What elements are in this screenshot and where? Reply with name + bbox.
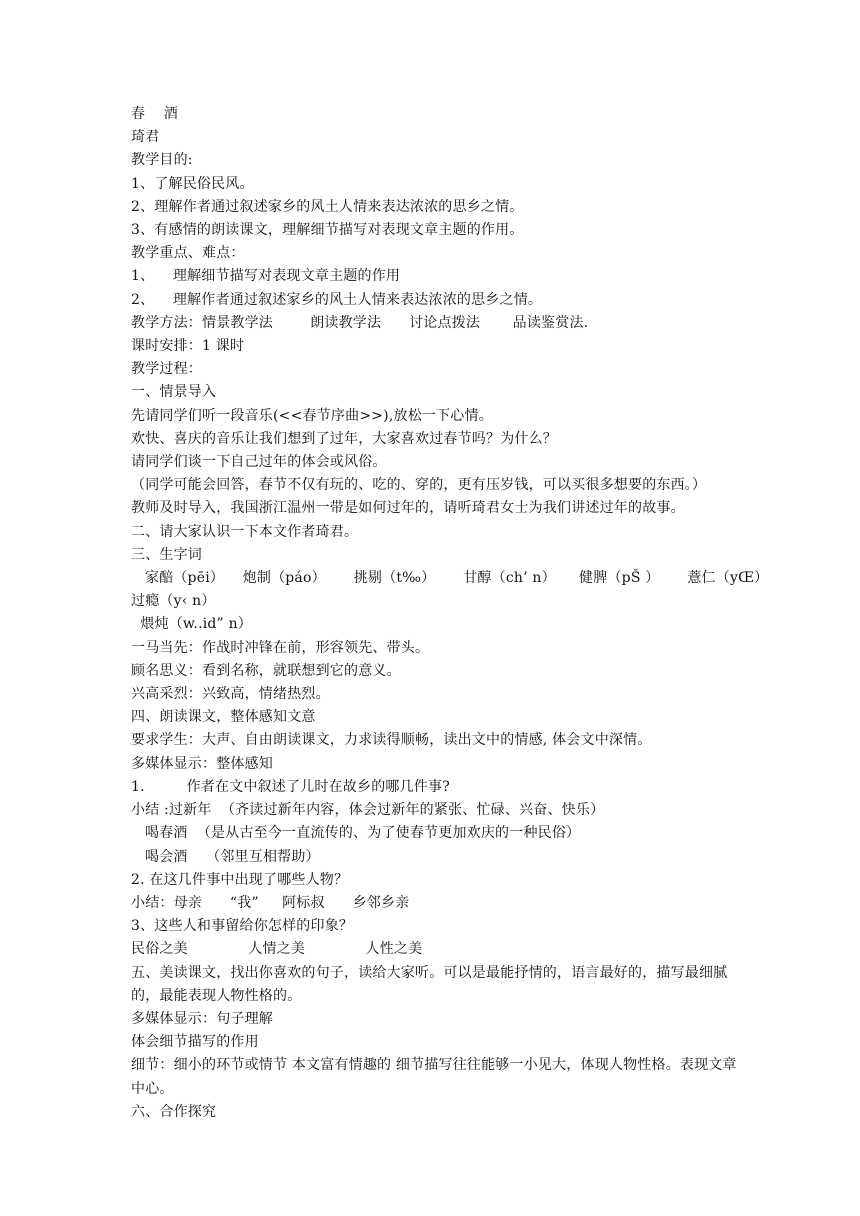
text-line: 1、 理解细节描写对表现文章主题的作用 [131,268,401,285]
text-line: 1、了解民俗民风。 [131,175,254,192]
text-line: 1. 作者在文中叙述了儿时在故乡的哪几件事? [131,778,450,795]
text-line: （同学可能会回答，春节不仅有玩的、吃的、穿的，更有压岁钱，可以买很多想要的东西。） [131,477,707,494]
section-heading: 四、朗读课文，整体感知文意 [131,709,316,726]
text-line: 2、理解作者通过叙述家乡的风土人情来表达浓浓的思乡之情。 [131,198,524,215]
text-line: 课时安排：1 课时 [131,338,245,355]
section-heading: 教学重点、难点： [131,245,245,262]
text-line: 教师及时导入，我国浙江温州一带是如何过年的，请听琦君女士为我们讲述过年的故事。 [131,500,685,517]
text-line: 3、这些人和事留给你怎样的印象？ [131,918,354,935]
document-body [131,103,769,1124]
text-line: 细节：细小的环节或情节 本文富有情趣的 细节描写往往能够一小见大，体现人物性格。表现文章中心。 [131,1057,737,1097]
vocabulary-line: 过瘾（y‹ n） [131,593,216,610]
section-heading: 一、情景导入 [131,384,217,401]
text-line: 多媒体显示：整体感知 [131,755,273,772]
document-title: 春 酒 [131,106,179,122]
text-line: 小结 :过新年 （齐读过新年内容，体会过新年的紧张、忙碌、兴奋、快乐） [131,802,605,819]
section-heading: 教学目的: [131,152,193,169]
definition-line: 顾名思义：看到名称，就联想到它的意义。 [131,662,401,679]
definition-line: 一马当先：作战时冲锋在前，形容领先、带头。 [131,639,430,656]
text-line: 欢快、喜庆的音乐让我们想到了过年，大家喜欢过春节吗？为什么？ [131,430,557,447]
text-line: 3、有感情的朗读课文，理解细节描写对表现文章主题的作用。 [131,222,524,239]
text-line: 多媒体显示：句子理解 [131,1010,273,1027]
vocabulary-line: 煨炖（w..id” n） [131,616,252,633]
text-line: 喝会酒 （邻里互相帮助） [131,848,320,865]
text-line: 教学方法：情景教学法 朗读教学法 讨论点拨法 品读鉴赏法. [131,314,589,331]
text-line: 请同学们谈一下自己过年的体会或风俗。 [131,454,387,471]
text-line: 体会细节描写的作用 [131,1034,259,1051]
text-line: 小结：母亲 “我” 阿标叔 乡邻乡亲 [131,894,410,911]
section-heading: 五、美读课文，找出你喜欢的句子，读给大家听。可以是最能抒情的，语言最好的，描写最细腻的，最能表现人物性格的。 [131,964,728,1004]
text-line: 2. 在这几件事中出现了哪些人物？ [131,871,349,888]
vocabulary-line: 家醅（pēi） 炮制（páo） 挑剔（t‰） 甘醇（ch’ n） 健脾（pŠ ） 薏仁（yŒ） [131,570,769,587]
section-heading: 三、生字词 [131,546,202,563]
text-line: 民俗之美 人情之美 人性之美 [131,941,423,958]
document-author: 琦君 [131,129,160,146]
section-heading: 教学过程： [131,361,202,378]
section-heading: 二、请大家认识一下本文作者琦君。 [131,523,359,540]
text-line: 2、 理解作者通过叙述家乡的风土人情来表达浓浓的思乡之情。 [131,291,543,308]
definition-line: 兴高采烈：兴致高，情绪热烈。 [131,686,330,703]
text-line: 要求学生：大声、自由朗读课文，力求读得顺畅，读出文中的情感, 体会文中深情。 [131,732,652,749]
section-heading: 六、合作探究 [131,1103,217,1120]
text-line: 喝春酒 （是从古至今一直流传的、为了使春节更加欢庆的一种民俗） [131,825,581,842]
text-line: 先请同学们听一段音乐(<<春节序曲>>),放松一下心情。 [131,407,493,424]
